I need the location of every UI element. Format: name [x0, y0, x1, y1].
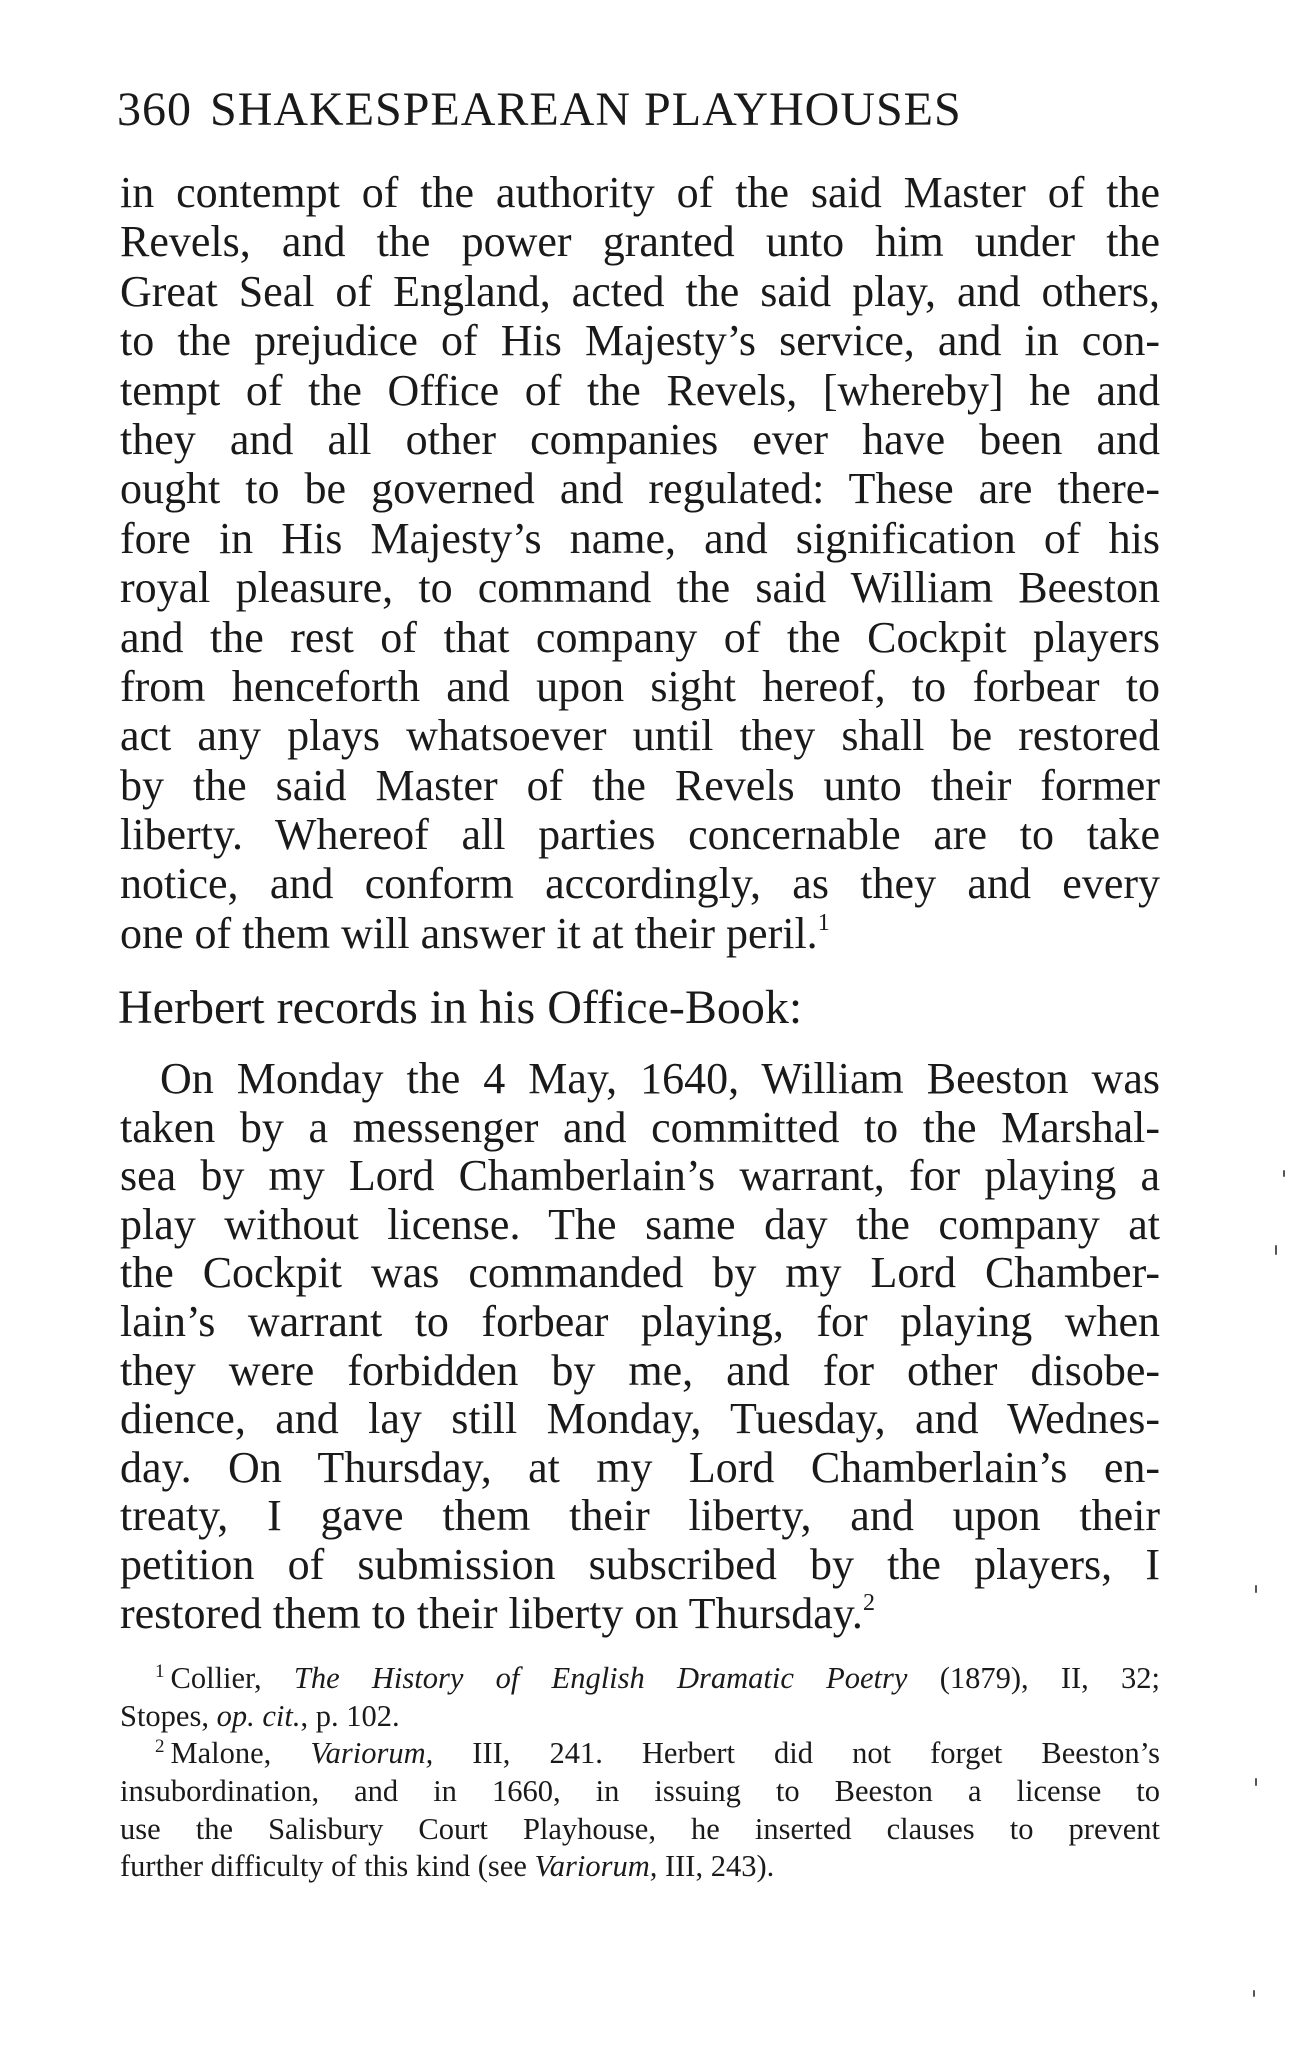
footnote-2-see: further difficulty of this kind (see — [120, 1849, 527, 1884]
quote-line: by the said Master of the Revels unto their former — [120, 760, 1160, 810]
footnotes — [120, 1660, 1160, 1886]
entry-line: taken by a messenger and committed to the Marshal- — [120, 1102, 1160, 1152]
footnote-2-work: Variorum, — [310, 1736, 434, 1771]
footnote-2-rest: III, 241. Herbert did not forget Beeston’s — [472, 1736, 1161, 1771]
footnote-2-author: Malone, — [170, 1736, 272, 1771]
footnote-ref-1[interactable]: 1 — [817, 909, 830, 936]
entry-last-line — [120, 1590, 1160, 1639]
warrant-quotation — [120, 168, 1160, 958]
scan-speck — [1253, 1990, 1255, 1997]
scan-speck — [1255, 1778, 1257, 1786]
footnote-ref-2[interactable]: 2 — [862, 1589, 875, 1616]
quote-line: liberty. Whereof all parties concernable are to take — [120, 810, 1160, 860]
footnote-1-op-cit: op. cit. — [216, 1698, 301, 1733]
footnote-2-line: use the Salisbury Court Playhouse, he inserted clauses to prevent — [120, 1811, 1160, 1846]
running-header — [117, 78, 1167, 142]
entry-line: sea by my Lord Chamberlain’s warrant, for playing a — [120, 1151, 1160, 1201]
quote-line: ought to be governed and regulated: These are there- — [120, 464, 1160, 514]
quote-line: act any plays whatsoever until they shall be restored — [120, 711, 1160, 761]
quote-line: and the rest of that company of the Cockpit players — [120, 612, 1160, 662]
entry-line: treaty, I gave them their liberty, and upon their — [120, 1491, 1160, 1541]
entry-line: day. On Thursday, at my Lord Chamberlain’s en- — [120, 1442, 1160, 1492]
quote-line: fore in His Majesty’s name, and signification of his — [120, 513, 1160, 563]
footnote-2-ref-end: III, 243). — [664, 1849, 775, 1884]
quote-line: from henceforth and upon sight hereof, to forbear to — [120, 661, 1160, 711]
entry-line: the Cockpit was commanded by my Lord Chamber- — [120, 1248, 1160, 1298]
footnote-1-mark: 1 — [155, 1661, 165, 1682]
running-title: SHAKESPEAREAN PLAYHOUSES — [210, 83, 962, 136]
quote-last-line-text: one of them will answer it at their peril. — [120, 908, 818, 958]
entry-line: they were forbidden by me, and for other disobe- — [120, 1345, 1160, 1395]
page-number: 360 — [117, 83, 192, 136]
office-book-intro: Herbert records in his Office-Book: — [118, 981, 803, 1034]
footnote-2-mark: 2 — [155, 1736, 165, 1758]
footnote-2-work-ref: Variorum, — [534, 1849, 658, 1884]
footnote-1-continued — [120, 1698, 1160, 1736]
quote-line: to the prejudice of His Majesty’s service, and in con- — [120, 316, 1160, 366]
scan-speck — [1275, 1245, 1277, 1255]
footnote-2-line: insubordination, and in 1660, in issuing to Beeston a license to — [120, 1774, 1160, 1809]
footnote-2-last-line — [120, 1848, 1160, 1886]
quote-last-line — [120, 909, 1160, 958]
entry-line: play without license. The same day the company at — [120, 1199, 1160, 1249]
footnote-1-author: Collier, — [170, 1661, 262, 1695]
quote-line: in contempt of the authority of the said Master of the — [120, 168, 1160, 217]
entry-last-line-text: restored them to their liberty on Thursday. — [120, 1588, 863, 1638]
quote-line: Revels, and the power granted unto him under the — [120, 217, 1160, 267]
office-book-entry — [120, 1055, 1160, 1638]
scan-speck — [1283, 1170, 1285, 1177]
footnote-1-page: , p. 102. — [300, 1698, 400, 1733]
entry-line: On Monday the 4 May, 1640, William Beeston was — [160, 1054, 1160, 1103]
entry-line: petition of submission subscribed by the players, I — [120, 1539, 1160, 1589]
quote-line: royal pleasure, to command the said William Beeston — [120, 563, 1160, 613]
scan-speck — [1255, 1585, 1257, 1593]
footnote-2 — [120, 1735, 1160, 1773]
footnote-1 — [120, 1660, 1160, 1698]
entry-line: dience, and lay still Monday, Tuesday, and Wednes- — [120, 1394, 1160, 1444]
quote-line: tempt of the Office of the Revels, [whereby] he and — [120, 365, 1160, 415]
footnote-1-stopes: Stopes, — [120, 1698, 209, 1733]
entry-line: lain’s warrant to forbear playing, for playing when — [120, 1296, 1160, 1346]
quote-line: notice, and conform accordingly, as they and every — [120, 859, 1160, 909]
quote-line: they and all other companies ever have been and — [120, 414, 1160, 464]
quote-line: Great Seal of England, acted the said play, and others, — [120, 266, 1160, 316]
footnote-1-details: (1879), II, 32; — [939, 1661, 1161, 1695]
footnote-1-title: The History of English Dramatic Poetry — [293, 1661, 908, 1695]
